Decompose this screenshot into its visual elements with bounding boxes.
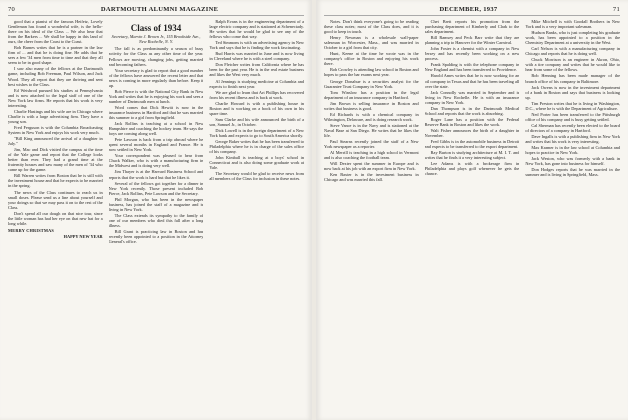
- paragraph: Henry Newman is a wholesale wall-paper salesman in Worcester, Mass., and was married in October to a girl from that city.: [324, 35, 419, 51]
- paragraph: Notes. Don't think everyone's going to be reading these class notes; most of the Class does, and it is good to keep in touch.: [324, 19, 419, 35]
- paragraph: Don Hodges reports that he was married in the summer and is living in Springfield, Mass.: [525, 167, 621, 178]
- paragraph: Jim Thayer is at the Harvard Business School and reports that the work is hard but that he likes it.: [108, 169, 204, 180]
- paragraph: We are glad to learn that Art Phillips has recovered from his recent illness and is back at work.: [209, 89, 305, 100]
- paragraph: Bud Harris was married in June and is now living in Cleveland where he is with a steel company.: [209, 51, 305, 62]
- left-page: [0, 0, 312, 420]
- paragraph: Your secretary is glad to report that a good number of the fellows have answered the recent letter and that news is coming in more regularly than before. Keep it up.: [108, 67, 204, 88]
- paragraph: Bob Pierce is with the National City Bank in New York and writes that he is enjoying his work and sees a number of Dartmouth men at lunch.: [108, 88, 204, 104]
- paragraph: "Bill King announced the arrival of a daughter in July.": [8, 136, 103, 147]
- paragraph: Jack Connolly was married in September and is living in New Rochelle. He is with an insurance company in New York.: [424, 89, 520, 105]
- paragraph: The Secretary would be glad to receive news from all members of the Class for inclusion in these notes.: [209, 171, 305, 182]
- paragraph: Jim Brown is selling insurance in Boston and writes that business is good.: [324, 100, 419, 111]
- left-column-2: [109, 19, 204, 419]
- paragraph: Ralph Evans is in the engineering department of a large electric company and is stationed at Schenectady. He writes that he would be glad to see any of the fellows who come that way.: [209, 19, 305, 40]
- right-running-title: DECEMBER, 1937: [439, 6, 498, 13]
- paragraph: Bob Barnes writes that he is a partner in the law firm of ... and that he is doing fine. He adds that he sees a few '34 men from time to time and that they all seem to be in good shape.: [8, 45, 103, 66]
- paragraph: Jack Weston, who was formerly with a bank in New York, has gone into business for himself.: [525, 156, 621, 167]
- paragraph: Charlie Hastings and his wife are in Chicago where Charlie is with a large advertising firm. They have a young son.: [8, 108, 103, 124]
- paragraph: Bill Ramsey and Peck Barr write that they are planning a trip to Hanover for the Winter Carnival.: [424, 35, 520, 46]
- paragraph: Tim Preston writes that he is living in Washington, D.C., where he is with the Department of Agriculture.: [525, 100, 621, 111]
- paragraph: Roger Lane has a position with the Federal Reserve Bank in Boston and likes the work.: [424, 116, 520, 127]
- paragraph: I saw also many of the fellows at the Dartmouth game, including Bob Freeman, Paul Wilson, and Jack Wood. They all report that they are thriving and sent best wishes to the Class.: [8, 66, 103, 87]
- paragraph: Dave Ingalls is with a publishing firm in New York and writes that his work is very interesting.: [525, 133, 621, 145]
- paragraph: Jim, Mac and Dick visited the campus at the time of the Yale game and report that the College looks better than ever. They had a grand time at the fraternity houses and saw many of the men of '34 who came up for the game.: [8, 147, 103, 173]
- paragraph: John Kimball is teaching at a boys' school in Connecticut and is also doing some graduate work at Yale.: [209, 155, 305, 171]
- paragraph: Frank Spalding is with the telephone company in New England and has been transferred to Providence.: [424, 62, 520, 73]
- paragraph: Bill Grant is practicing law in Boston and has recently been appointed to a position in the Attorney General's office.: [108, 229, 204, 245]
- paragraph: Max Kramer is in the law school at Columbia and hopes to practice in New York.: [525, 145, 621, 156]
- paragraph: Ned Porter has been transferred to the Pittsburgh office of his company and is busy getting settled.: [525, 111, 621, 122]
- paragraph: Carl Nelson is with a manufacturing company in Chicago and reports that he is doing well.: [525, 46, 621, 57]
- paragraph: Several of the fellows got together for a dinner in New York recently. Those present included Bob Pierce, Jack Rollins, Pete Lawson and the Secretary.: [108, 180, 204, 196]
- paragraph: Hunt, Keene at the time he wrote was in the company's office in Boston and enjoying his work there.: [324, 51, 419, 67]
- paragraph: Al Merrill is teaching in a high school in Vermont and is also coaching the football team.: [324, 150, 419, 161]
- paragraph: Fred Gibbs is in the automobile business in Detroit and expects to be transferred to the export department.: [424, 139, 520, 150]
- paragraph: Tom Winslow has a position in the legal department of an insurance company in Hartford.: [324, 89, 419, 100]
- paragraph: Don Fletcher writes from California where he has been for the past year. He is in the real estate business and likes the West very much.: [209, 62, 305, 78]
- right-page-number: 71: [612, 6, 620, 13]
- paragraph: Jack Rollins is teaching at a school in New Hampshire and coaching the hockey team. He says the boys are coming along well.: [108, 121, 204, 137]
- paragraph: Cal Sherman has recently been elected to the board of directors of a company in Hartford.: [525, 122, 621, 133]
- left-page-number: 70: [8, 6, 16, 13]
- paragraph: Harold Ames writes that he is now working for an oil company in Texas and that he has been traveling all over the state.: [424, 73, 520, 89]
- closing-greeting: HAPPY NEW YEAR: [63, 233, 103, 239]
- closing-greeting: MERRY CHRISTMAS: [8, 227, 55, 233]
- paragraph: Chet Brett reports his promotion from the purchasing department of Kimberly and Clark to the sales department.: [424, 19, 520, 35]
- paragraph: Walt Fisher announces the birth of a daughter in November.: [424, 127, 520, 138]
- left-column-1: [8, 19, 103, 419]
- paragraph: Steve Vance is in the Navy and is stationed at the Naval Base at San Diego. He writes that he likes the life.: [324, 122, 419, 138]
- paragraph: Mike Mitchell is with Goodall Brothers in New York and is a very important salesman.: [525, 19, 621, 30]
- paragraph: Don't spend all our dough on that nice tour, since the little woman has had her eye on that new hat for a long while.: [8, 210, 103, 226]
- paragraph: Word comes that Dick Hewitt is now in the insurance business in Hartford and that he was married this summer to a girl from Springfield.: [108, 104, 204, 121]
- paragraph: Jack Owens is now in the investment department of a bank in Boston and says that business is looking up.: [525, 84, 621, 100]
- paragraph: Your correspondent was pleased to hear from Chuck Walker, who is with a manufacturing firm in the Midwest and is doing very well.: [108, 153, 204, 169]
- paragraph: Ken Baxter is in the investment business in Chicago and was married this fall.: [324, 172, 419, 183]
- paragraph: The Class extends its sympathy to the family of one of our members who died this fall after a long illness.: [108, 212, 204, 228]
- right-column-2: [425, 19, 520, 419]
- class-secretary: Secretary, Marvin J. Brown Jr., 155 Brookside Ave., New Rochelle, N. Y.: [111, 34, 201, 45]
- paragraph: good that a pianist of the famous Heifetz, Lovely Gentleman has found a wonderful wife, is the hello-there on his ideal of the Class ... We also hear that from the Barkers ... We shall be happy in this land of ours, the cheer from the Coast to the Coast.: [8, 19, 103, 45]
- paragraph: Ted Simmons is with an advertising agency in New York and says that he is finding the work fascinating.: [209, 40, 305, 51]
- left-running-title: DARTMOUTH ALUMNI MAGAZINE: [100, 6, 219, 13]
- paragraph: George Baker writes that he has been transferred to Philadelphia where he is in charge of the sales office of his company.: [209, 139, 305, 155]
- paragraph: Chuck Morrison is an engineer in Akron, Ohio, with a tire company and writes that he would like to hear from some of the fellows.: [525, 57, 621, 73]
- paragraph: Bill Warren writes from Boston that he is still with the investment house and that he expects to be married in the spring.: [8, 173, 103, 189]
- paragraph: Ed Weisbrod pursued his studies at Pennsylvania and is now attached to the legal staff of one of the New York law firms. He reports that his work is very interesting.: [8, 87, 103, 108]
- paragraph: Pete Lawson is back from a trip abroad where he spent several months in England and France. He is now settled in New York.: [108, 137, 204, 153]
- paragraph: Hudson Banks, who is just completing his graduate work, has been appointed to a position in the Chemistry Department at a university in the West.: [525, 30, 621, 46]
- left-column-3: [209, 19, 304, 419]
- right-page: [316, 0, 628, 420]
- paragraph: The news of the Class continues to reach us in small doses. Please send us a line about yourself and your doings so that we may pass it on to the rest of the Class.: [8, 189, 103, 210]
- paragraph: The fall is as predominantly a season of busy activity for the Class as any other time of the year. Fellows are moving, changing jobs, getting married and becoming fathers.: [108, 46, 204, 67]
- paragraph: Sam Clarke and his wife announced the birth of a son, Samuel Jr., in October.: [209, 116, 305, 127]
- right-column-1: [324, 19, 419, 419]
- paragraph: Bob Henning has been made manager of the branch office of his company in Baltimore.: [525, 73, 621, 84]
- paragraph: Phil Morgan, who has been in the newspaper business, has joined the staff of a magazine and is living in New York.: [108, 196, 204, 212]
- paragraph: Dan Thompson is in the Dartmouth Medical School and reports that the work is absorbing.: [424, 105, 520, 116]
- paragraph: Charlie Howard is with a publishing house in Boston and is working on a book of his own in his spare time.: [209, 100, 305, 116]
- paragraph: George Donahue is a securities analyst for the Guarantee Trust Company in New York.: [324, 78, 419, 89]
- paragraph: Dick Lowell is in the foreign department of a New York bank and expects to go to South America shortly.: [209, 127, 305, 138]
- paragraph: Lee Adams is with a brokerage firm in Philadelphia and plays golf whenever he gets the chance.: [424, 161, 520, 177]
- paragraph: Paul Stearns recently joined the staff of a New York newspaper as a reporter.: [324, 139, 419, 150]
- paragraph: Ray Burton is studying architecture at M. I. T. and writes that he finds it a very interesting subject.: [424, 150, 520, 161]
- class-heading: Class of 1934: [130, 23, 182, 33]
- paragraph: Will Dexter spent the summer in Europe and is now back at his job with an export firm in New York.: [324, 161, 419, 172]
- left-running-head: [8, 6, 304, 16]
- paragraph: Bob Crowley is attending law school in Boston and hopes to pass the bar exams next year.: [324, 67, 419, 78]
- paragraph: Ed Richards is with a chemical company in Wilmington, Delaware, and is doing research work.: [324, 111, 419, 122]
- right-column-3: [525, 19, 620, 419]
- right-running-head: [324, 6, 620, 16]
- paragraph: Fred Ferguson is with the Columbia Broadcasting System in New York and enjoys his work very much.: [8, 124, 103, 135]
- paragraph: John Foster is a chemist with a company in New Jersey and has recently been working on a new process.: [424, 46, 520, 62]
- paragraph: Al Jennings is studying medicine at Columbia and expects to finish next year.: [209, 78, 305, 89]
